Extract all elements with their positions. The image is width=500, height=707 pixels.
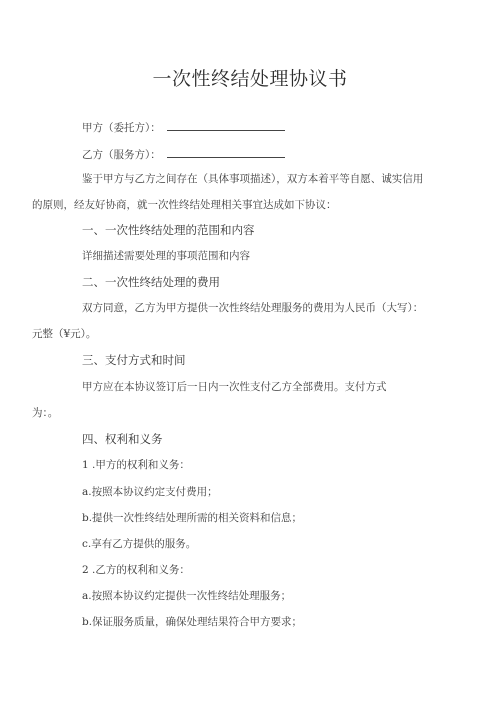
- section-4-item-2: 2 .乙方的权利和义务：: [82, 564, 190, 576]
- party-b-blank-field[interactable]: [167, 147, 285, 158]
- party-b-label: 乙方（服务方）：: [82, 149, 161, 161]
- section-3-body-line-2: 为：。: [32, 407, 59, 419]
- section-3-body-line-1: 甲方应在本协议签订后一日内一次性支付乙方全部费用。支付方式: [82, 381, 387, 393]
- section-2-body-line-2: 元整（¥元）。: [32, 328, 97, 340]
- section-4-heading: 四、权利和义务: [82, 432, 163, 446]
- party-b-line: [82, 147, 285, 162]
- party-a-label: 甲方（委托方）：: [82, 122, 161, 134]
- section-2-heading: 二、一次性终结处理的费用: [82, 275, 220, 289]
- intro-paragraph-line-1: 鉴于甲方与乙方之间存在（具体事项描述），双方本着平等自愿、诚实信用: [82, 173, 424, 185]
- section-3-heading: 三、支付方式和时间: [82, 353, 186, 367]
- section-4-item-1c: c.享有乙方提供的服务。: [82, 538, 197, 550]
- section-2-body-line-1: 双方同意，乙方为甲方提供一次性终结处理服务的费用为人民币（大写）：: [82, 302, 424, 314]
- section-4-item-1a: a.按照本协议约定支付费用；: [82, 486, 218, 498]
- section-4-item-1: 1 .甲方的权利和义务：: [82, 459, 190, 471]
- document-title: 一次性终结处理协议书: [152, 68, 348, 90]
- intro-paragraph-line-2: 的原则，经友好协商，就一次性终结处理相关事宜达成如下协议：: [32, 199, 337, 211]
- section-1-body: 详细描述需要处理的事项范围和内容: [82, 250, 250, 262]
- party-a-line: [82, 120, 285, 135]
- section-4-item-2b: b.保证服务质量，确保处理结果符合甲方要求；: [82, 616, 303, 628]
- party-a-blank-field[interactable]: [167, 120, 285, 131]
- section-4-item-1b: b.提供一次性终结处理所需的相关资料和信息；: [82, 512, 303, 524]
- section-4-item-2a: a.按照本协议约定提供一次性终结处理服务；: [82, 590, 292, 602]
- section-1-heading: 一、一次性终结处理的范围和内容: [82, 223, 255, 237]
